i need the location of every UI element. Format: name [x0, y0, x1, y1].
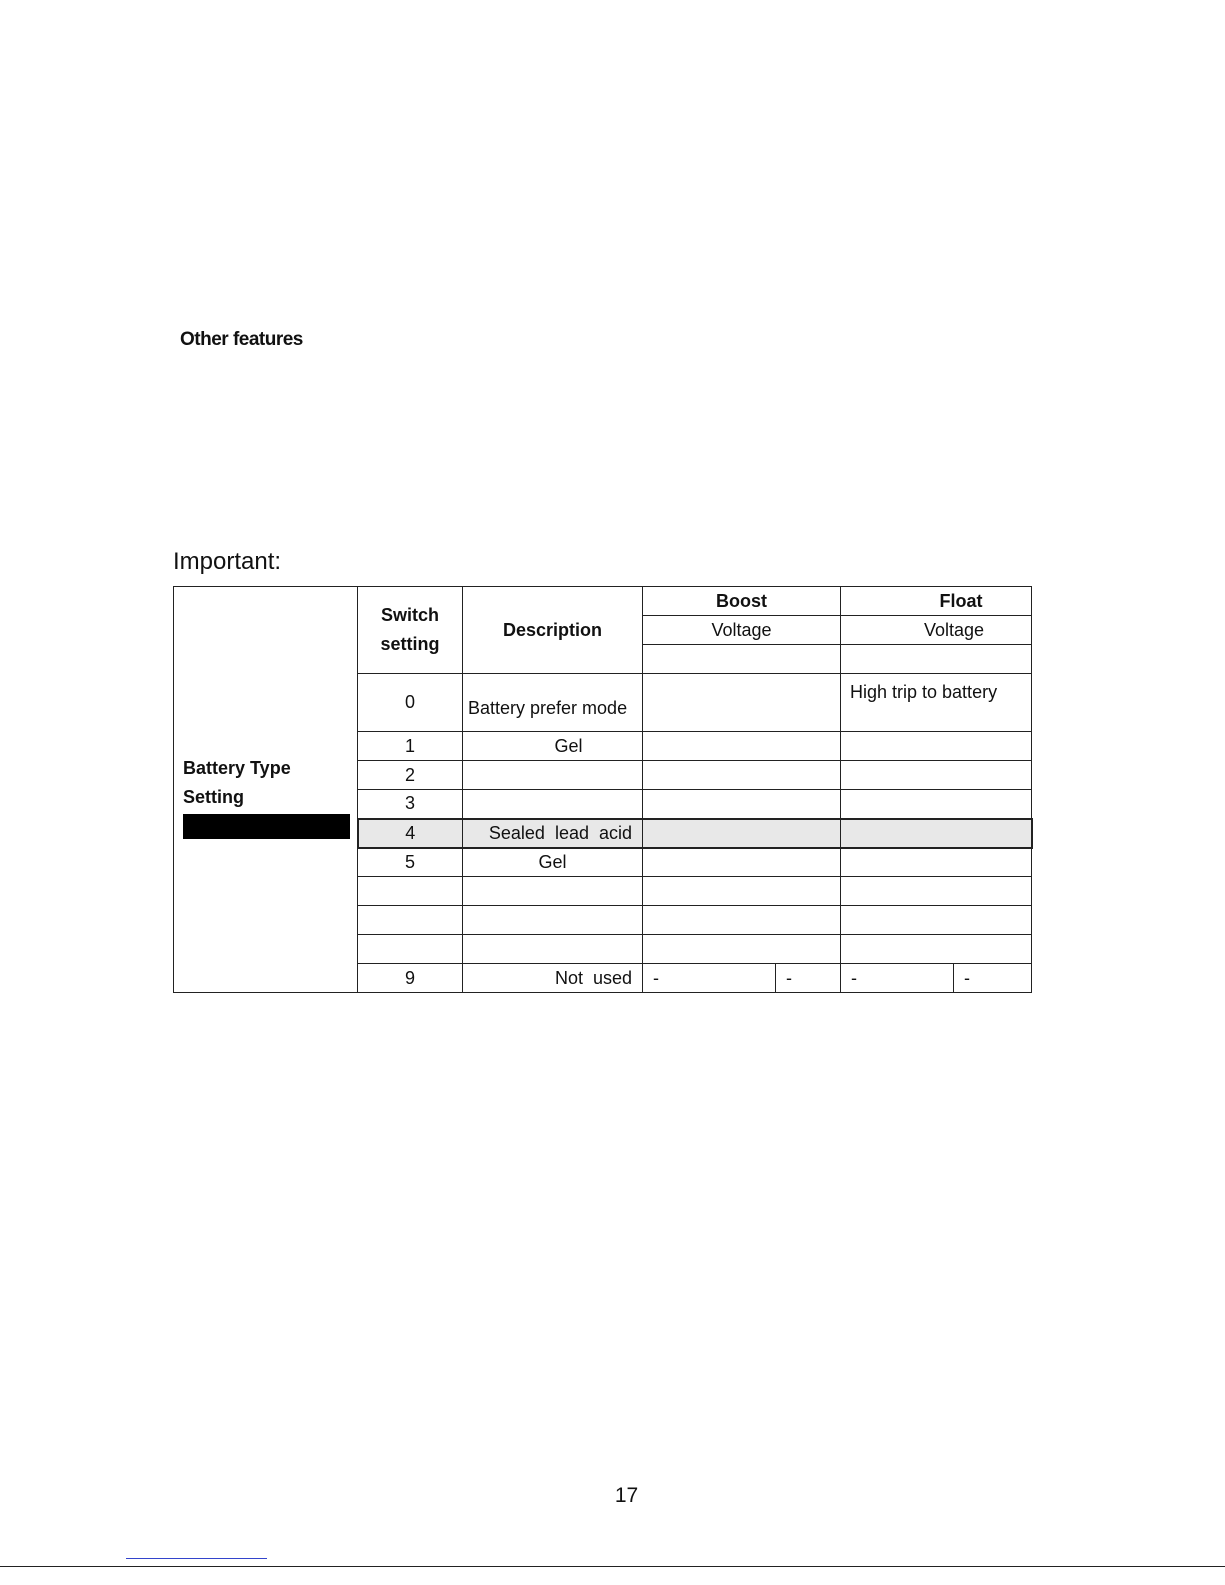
float-value-a: -	[841, 964, 954, 993]
float-value	[841, 790, 1032, 819]
boost-value	[643, 732, 841, 761]
switch-value: 3	[358, 790, 463, 819]
switch-value: 9	[358, 964, 463, 993]
float-value	[841, 935, 1032, 964]
section-title: Other features	[180, 329, 303, 350]
switch-setting-header: Switch setting	[358, 587, 463, 674]
switch-value: 5	[358, 848, 463, 877]
float-value-b: -	[954, 964, 1032, 993]
description-value: Gel	[463, 732, 643, 761]
float-voltage-subheader: Voltage	[841, 616, 1032, 645]
switch-value	[358, 935, 463, 964]
boost-value-b: -	[776, 964, 841, 993]
switch-value: 0	[358, 674, 463, 732]
footer-rule	[0, 1566, 1225, 1567]
battery-type-table	[173, 586, 1033, 993]
battery-type-setting-cell	[174, 587, 358, 993]
description-value: Sealed lead acid	[463, 819, 643, 848]
description-value	[463, 906, 643, 935]
float-value	[841, 877, 1032, 906]
float-value	[841, 848, 1032, 877]
description-value: Gel	[463, 848, 643, 877]
description-value	[463, 877, 643, 906]
redaction-bar	[183, 814, 350, 839]
boost-voltage-subheader: Voltage	[643, 616, 841, 645]
boost-value	[643, 848, 841, 877]
boost-value	[643, 674, 841, 732]
important-label: Important:	[173, 548, 282, 575]
switch-value: 1	[358, 732, 463, 761]
row-header-line-2: Setting	[183, 787, 244, 807]
switch-value	[358, 877, 463, 906]
boost-header: Boost	[643, 587, 841, 616]
boost-value-a: -	[643, 964, 776, 993]
description-value: Not used	[463, 964, 643, 993]
footer-link-underline[interactable]	[126, 1558, 267, 1559]
float-value: High trip to battery	[841, 674, 1032, 732]
float-unit-cell	[841, 645, 1032, 674]
description-value	[463, 935, 643, 964]
description-value	[463, 761, 643, 790]
float-value	[841, 761, 1032, 790]
boost-unit-cell	[643, 645, 841, 674]
float-value	[841, 819, 1032, 848]
switch-value	[358, 906, 463, 935]
float-value	[841, 906, 1032, 935]
float-header: Float	[841, 587, 1032, 616]
boost-value	[643, 935, 841, 964]
boost-value	[643, 819, 841, 848]
description-value: Battery prefer mode	[463, 674, 643, 732]
boost-value	[643, 761, 841, 790]
page-number: 17	[614, 1484, 639, 1507]
switch-value: 2	[358, 761, 463, 790]
boost-value	[643, 790, 841, 819]
row-header-line-1: Battery Type	[183, 758, 291, 778]
description-value	[463, 790, 643, 819]
float-value	[841, 732, 1032, 761]
boost-value	[643, 906, 841, 935]
description-header: Description	[463, 587, 643, 674]
boost-value	[643, 877, 841, 906]
switch-value: 4	[358, 819, 463, 848]
